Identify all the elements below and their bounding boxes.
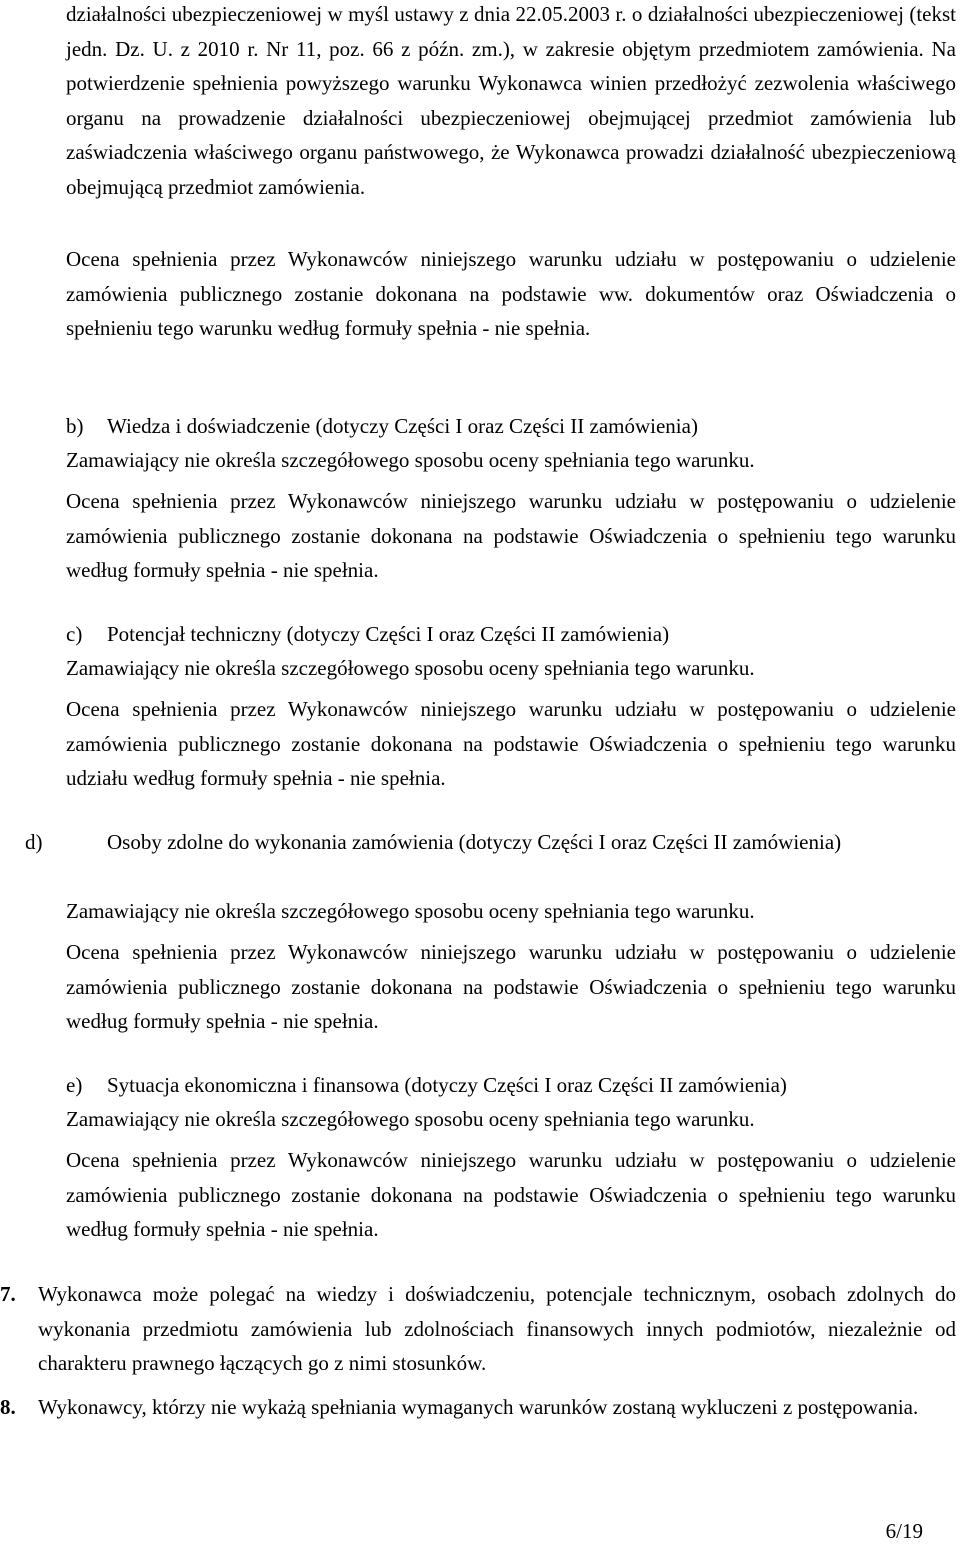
section-b-heading (66, 409, 956, 444)
section-c-heading (66, 617, 956, 652)
section-c-note: Zamawiający nie określa szczegółowego sposobu oceny spełniania tego warunku. (66, 656, 755, 680)
numbered-item-7 (0, 1277, 956, 1381)
section-d-note: Zamawiający nie określa szczegółowego sposobu oceny spełniania tego warunku. (66, 899, 755, 923)
section-d-title: Osoby zdolne do wykonania zamówienia (dotyczy Części I oraz Części II zamówienia) (107, 830, 842, 854)
section-e-note: Zamawiający nie określa szczegółowego sposobu oceny spełniania tego warunku. (66, 1107, 755, 1131)
section-b-note: Zamawiający nie określa szczegółowego sposobu oceny spełniania tego warunku. (66, 448, 755, 472)
section-b-title: Wiedza i doświadczenie (dotyczy Części I oraz Części II zamówienia) (107, 414, 698, 438)
intro-paragraph: działalności ubezpieczeniowej w myśl ustawy z dnia 22.05.2003 r. o działalności ubezpieczeniowej (tekst jedn. Dz. U. z 2010 r. Nr 11, poz. 66 z późn. zm.), w zakresie objętym przedmiotem zamówienia. Na potwierdzenie spełnienia powyższego warunku Wykonawca winien przedłożyć zezwolenia właściwego organu na prowadzenie działalności ubezpieczeniowej obejmującej przedmiot zamówienia lub zaświadczenia właściwego organu państwowego, że Wykonawca prowadzi działalność ubezpieczeniową obejmującą przedmiot zamówienia. (66, 2, 956, 199)
item-8-number: 8. (0, 1395, 16, 1419)
section-c-title: Potencjał techniczny (dotyczy Części I oraz Części II zamówienia) (107, 622, 670, 646)
numbered-item-8 (0, 1390, 956, 1425)
section-b-assessment: Ocena spełnienia przez Wykonawców niniejszego warunku udziału w postępowaniu o udzielenie zamówienia publicznego zostanie dokonana na podstawie Oświadczenia o spełnieniu tego warunku według formuły spełnia - nie spełnia. (66, 489, 956, 582)
page-number: 6/19 (885, 1519, 923, 1543)
section-d-label: d) (25, 830, 43, 854)
section-d-heading (25, 825, 956, 860)
section-b-label: b) (66, 414, 84, 438)
section-e-heading (66, 1068, 956, 1103)
item-7-number: 7. (0, 1282, 16, 1306)
section-c-assessment: Ocena spełnienia przez Wykonawców niniejszego warunku udziału w postępowaniu o udzielenie zamówienia publicznego zostanie dokonana na podstawie Oświadczenia o spełnieniu tego warunku udziału według formuły spełnia - nie spełnia. (66, 697, 956, 790)
section-d-assessment: Ocena spełnienia przez Wykonawców niniejszego warunku udziału w postępowaniu o udzielenie zamówienia publicznego zostanie dokonana na podstawie Oświadczenia o spełnieniu tego warunku według formuły spełnia - nie spełnia. (66, 940, 956, 1033)
section-e-title: Sytuacja ekonomiczna i finansowa (dotyczy Części I oraz Części II zamówienia) (107, 1073, 787, 1097)
section-e-label: e) (66, 1073, 83, 1097)
item-8-text: Wykonawcy, którzy nie wykażą spełniania wymaganych warunków zostaną wykluczeni z postępowania. (38, 1395, 919, 1419)
section-c-label: c) (66, 622, 83, 646)
intro-assessment: Ocena spełnienia przez Wykonawców niniejszego warunku udziału w postępowaniu o udzielenie zamówienia publicznego zostanie dokonana na podstawie ww. dokumentów oraz Oświadczenia o spełnieniu tego warunku według formuły spełnia - nie spełnia. (66, 247, 956, 340)
item-7-text: Wykonawca może polegać na wiedzy i doświadczeniu, potencjale technicznym, osobach zdolnych do wykonania przedmiotu zamówienia lub zdolnościach finansowych innych podmiotów, niezależnie od charakteru prawnego łączących go z nimi stosunków. (38, 1282, 956, 1375)
section-e-assessment: Ocena spełnienia przez Wykonawców niniejszego warunku udziału w postępowaniu o udzielenie zamówienia publicznego zostanie dokonana na podstawie Oświadczenia o spełnieniu tego warunku według formuły spełnia - nie spełnia. (66, 1148, 956, 1241)
